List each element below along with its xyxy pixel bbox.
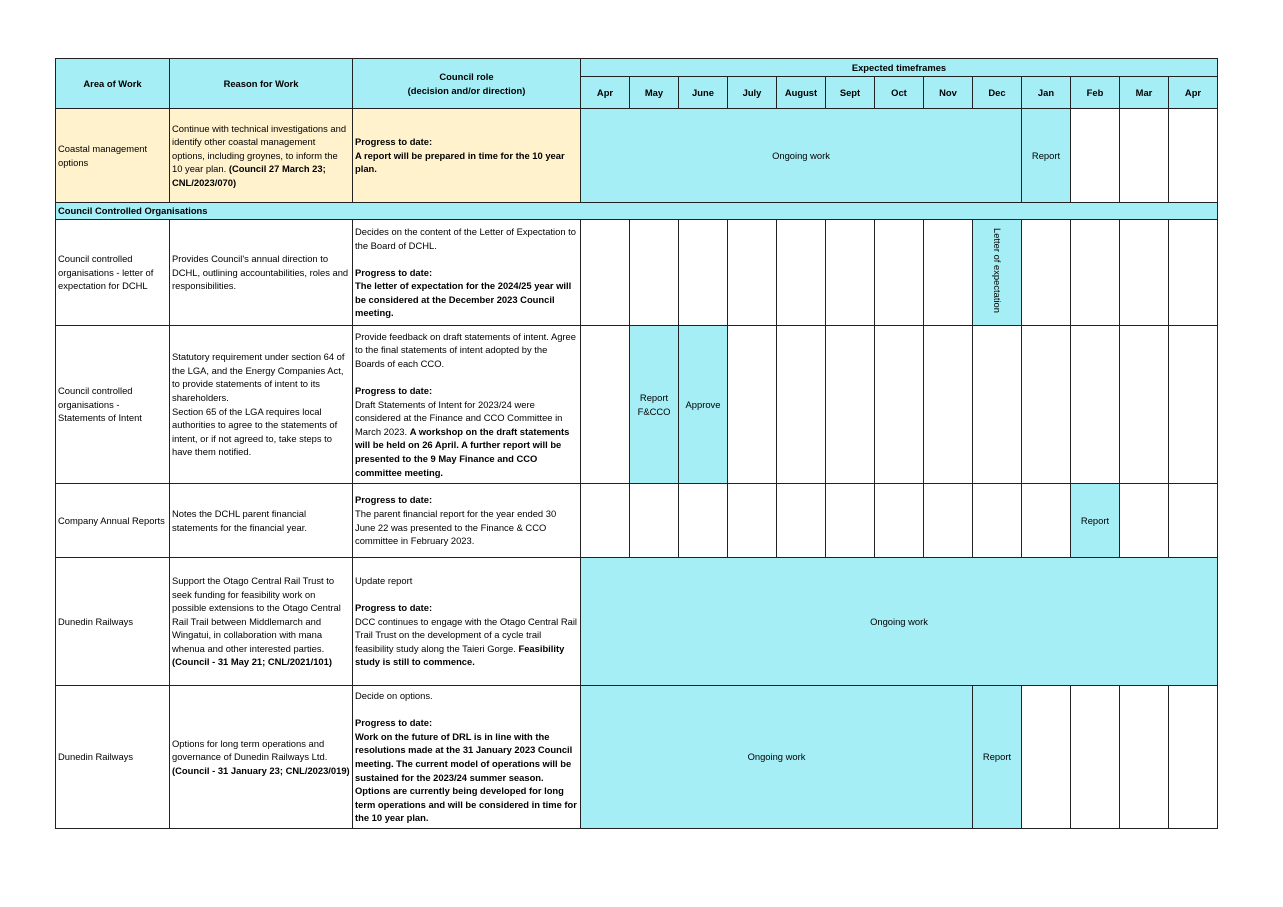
coastal-ongoing-bar: Ongoing work [581,109,1022,203]
rail1-progress-bold: Feasibility study is still to commence. [355,642,565,668]
dchl-dec-letter: Letter of expectation [991,228,1003,314]
rail1-progress [355,615,578,669]
soi-june-approve: Approve [679,326,728,484]
month-sept: Sept [826,77,875,109]
rail1-progress-label: Progress to date: [355,602,433,614]
row-dchl-letter [56,220,1218,326]
header-role [353,59,581,109]
annual-area: Company Annual Reports [56,484,170,558]
coastal-reason [170,109,353,203]
rail2-area: Dunedin Railways [56,686,170,829]
empty-cell [924,484,973,558]
empty-cell [875,484,924,558]
month-may: May [630,77,679,109]
month-jan: Jan [1022,77,1071,109]
section-cco [56,203,1218,220]
empty-cell [1022,326,1071,484]
coastal-role [353,109,581,203]
coastal-reason-text: Continue with technical investigations and identify other coastal management options, including groynes, to inform the 10 year plan. [172,122,347,175]
empty-cell [581,326,630,484]
empty-cell [826,220,875,326]
soi-progress-label: Progress to date: [355,385,433,397]
rail2-ongoing-bar: Ongoing work [581,686,973,829]
month-august: August [777,77,826,109]
rail1-role [353,558,581,686]
empty-cell [1120,220,1169,326]
rail2-role [353,686,581,829]
rail2-role-text: Decide on options. [355,690,433,702]
row-coastal [56,109,1218,203]
header-reason: Reason for Work [170,59,353,109]
month-oct: Oct [875,77,924,109]
soi-area: Council controlled organisations - Statements of Intent [56,326,170,484]
empty-cell [1120,686,1169,829]
dchl-area: Council controlled organisations - letter of expectation for DCHL [56,220,170,326]
empty-cell [924,326,973,484]
month-july: July [728,77,777,109]
empty-cell [1169,220,1218,326]
soi-may-report: Report F&CCO [630,326,679,484]
rail2-reason [170,686,353,829]
coastal-progress-label: Progress to date: [355,136,433,148]
soi-progress [355,398,578,480]
dchl-reason: Provides Council's annual direction to DCHL, outlining accountabilities, roles and responsibilities. [170,220,353,326]
rail1-reason-text: Support the Otago Central Rail Trust to seek funding for feasibility work on possible extensions to the Otago Central Rail Trail between Middlemarch and Wingatui, in collaboration with mana whenua and other interested parties. [172,574,341,654]
empty-cell [1120,109,1169,203]
dchl-progress-label: Progress to date: [355,266,433,278]
coastal-reason-ref: (Council 27 March 23; CNL/2023/070) [172,163,326,188]
empty-cell [1169,109,1218,203]
empty-cell [1169,686,1218,829]
dchl-dec-cell [973,220,1022,326]
empty-cell [777,220,826,326]
soi-progress-bold: A workshop on the draft statements will be held on 26 April. A further report will be presented to the 9 May Finance and CCO committee meeting. [355,425,570,478]
rail1-progress-text: DCC continues to engage with the Otago Central Rail Trail Trust on the development of a cycle trail feasibility study along the Taieri Gorge. [355,615,577,654]
month-nov: Nov [924,77,973,109]
empty-cell [1071,220,1120,326]
month-apr-2: Apr [1169,77,1218,109]
empty-cell [630,220,679,326]
dchl-role-text: Decides on the content of the Letter of Expectation to the Board of DCHL. [355,225,576,251]
empty-cell [728,220,777,326]
section-cco-title: Council Controlled Organisations [56,203,1218,220]
coastal-jan-report: Report [1022,109,1071,203]
empty-cell [1169,484,1218,558]
empty-cell [1120,326,1169,484]
coastal-progress: A report will be prepared in time for the 10 year plan. [355,149,565,175]
soi-role [353,326,581,484]
header-role-line2: (decision and/or direction) [407,84,526,96]
empty-cell [679,484,728,558]
rail1-reason [170,558,353,686]
month-mar: Mar [1120,77,1169,109]
annual-feb-report: Report [1071,484,1120,558]
month-june: June [679,77,728,109]
empty-cell [1022,484,1071,558]
empty-cell [973,484,1022,558]
rail1-reason-ref: (Council - 31 May 21; CNL/2021/101) [172,656,332,668]
annual-role [353,484,581,558]
rail2-reason-ref: (Council - 31 January 23; CNL/2023/019) [172,764,350,776]
header-role-line1: Council role [439,70,494,82]
schedule-table [55,58,1218,829]
rail2-progress: Work on the future of DRL is in line with the resolutions made at the 31 January 2023 Council meeting. The current model of operations will be sustained for the 2023/24 summer season. Options are currently being developed for long term operations and will be considered in time for the 10 year plan. [355,730,577,824]
month-dec: Dec [973,77,1022,109]
empty-cell [973,326,1022,484]
empty-cell [1071,326,1120,484]
rail1-ongoing-bar: Ongoing work [581,558,1218,686]
month-apr: Apr [581,77,630,109]
empty-cell [826,484,875,558]
row-rail-options [56,686,1218,829]
empty-cell [826,326,875,484]
coastal-area: Coastal management options [56,109,170,203]
soi-role-text: Provide feedback on draft statements of intent. Agree to the final statements of intent adopted by the Boards of each CCO. [355,330,576,369]
row-rail-trail [56,558,1218,686]
empty-cell [1022,220,1071,326]
empty-cell [630,484,679,558]
empty-cell [1169,326,1218,484]
header-area: Area of Work [56,59,170,109]
rail1-role-text: Update report [355,574,413,586]
dchl-role [353,220,581,326]
row-soi [56,326,1218,484]
empty-cell [777,484,826,558]
row-annual [56,484,1218,558]
empty-cell [924,220,973,326]
empty-cell [1071,109,1120,203]
header-timeframes: Expected timeframes [581,59,1218,77]
rail2-reason-text: Options for long term operations and governance of Dunedin Railways Ltd. [172,737,328,763]
month-feb: Feb [1071,77,1120,109]
annual-reason: Notes the DCHL parent financial statements for the financial year. [170,484,353,558]
dchl-progress: The letter of expectation for the 2024/25 year will be considered at the December 2023 Council meeting. [355,280,572,319]
soi-reason: Statutory requirement under section 64 of the LGA, and the Energy Companies Act, to provide statements of intent to its shareholders. Section 65 of the LGA requires local authorities to agree to the statements of intent, or if not agreed to, take steps to have them notified. [170,326,353,484]
empty-cell [581,484,630,558]
rail2-progress-label: Progress to date: [355,717,433,729]
empty-cell [728,326,777,484]
empty-cell [679,220,728,326]
empty-cell [581,220,630,326]
empty-cell [875,326,924,484]
empty-cell [728,484,777,558]
rail1-area: Dunedin Railways [56,558,170,686]
empty-cell [1120,484,1169,558]
empty-cell [1022,686,1071,829]
empty-cell [875,220,924,326]
empty-cell [777,326,826,484]
rail2-dec-report: Report [973,686,1022,829]
annual-progress: The parent financial report for the year ended 30 June 22 was presented to the Finance & CCO committee in February 2023. [355,507,557,547]
soi-progress-text: Draft Statements of Intent for 2023/24 were considered at the Finance and CCO Committee in March 2023. [355,398,563,437]
empty-cell [1071,686,1120,829]
annual-progress-label: Progress to date: [355,494,433,506]
